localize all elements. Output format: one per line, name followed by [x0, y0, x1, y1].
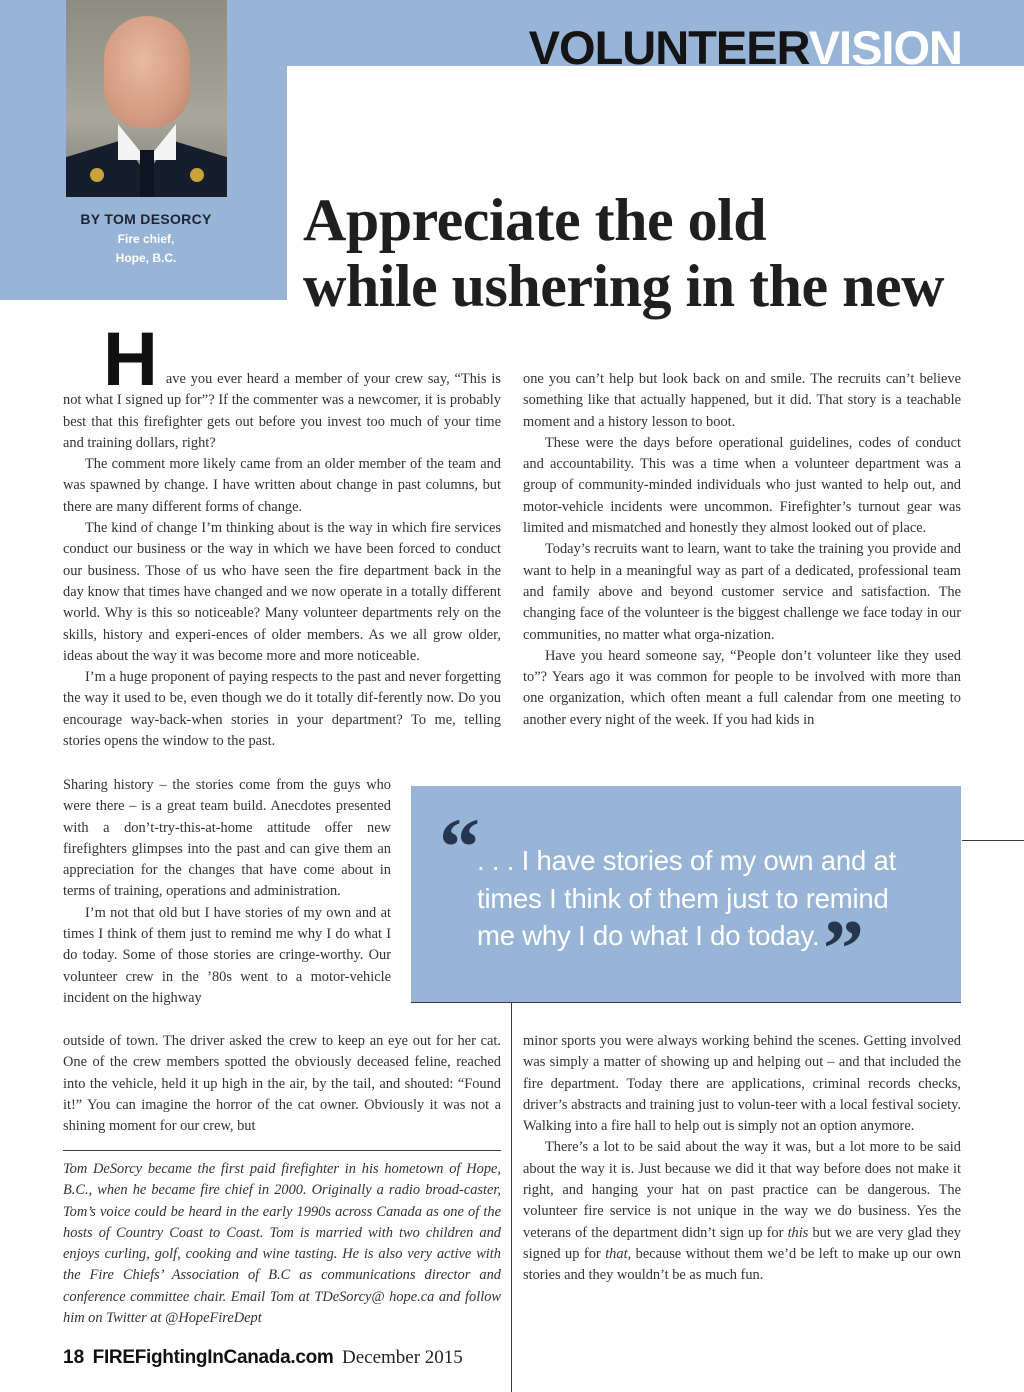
- pull-quote-text: . . . I have stories of my own and at times I think of them just to remind me why I do what I do today.: [477, 845, 897, 951]
- column-left-top: [63, 317, 501, 752]
- paragraph-text: but we are very glad they signed up for: [523, 1224, 961, 1262]
- footer-site: FIREFightingInCanada.com: [92, 1347, 334, 1368]
- pull-quote: [411, 786, 961, 1002]
- column-right-bottom: [523, 1031, 961, 1287]
- column-left-middle: [63, 775, 391, 1009]
- bio-divider: [63, 1150, 501, 1151]
- paragraph: outside of town. The driver asked the crew to keep an eye out for her cat. One of the crew members spotted the obviously deceased feline, reached into the vehicle, held it up high in the air, by the tail, and shouted: “Found it!” You can imagine the horror of the cat owner. Obviously it was not a shining moment for our crew, but: [63, 1033, 501, 1135]
- author-location: Hope, B.C.: [115, 251, 177, 265]
- headline-line-2: while ushering in the new: [303, 253, 944, 319]
- paragraph: Have you heard someone say, “People don’t volunteer like they used to”? Years ago it was common for people to be involved with more than one organization, which often meant a full calendar from one meeting to another every night of the week. If you had kids in: [523, 647, 961, 728]
- section-title-light: VISION: [808, 21, 962, 74]
- paragraph-text: ave you ever heard a member of your crew say, “This is not what I signed up for”? If the commenter was a newcomer, it is probably best that this firefighter gets out before you invest too much of your time and training dollars, right?: [63, 371, 501, 451]
- author-title: Fire chief,: [117, 232, 175, 246]
- paragraph: The comment more likely came from an older member of the team and was spawned by change. I have written about change in past columns, but there are many different forms of change.: [63, 456, 501, 515]
- headline-line-1: Appreciate the old: [303, 187, 767, 253]
- section-title: [529, 22, 962, 74]
- article-headline: [303, 187, 993, 319]
- footer-date: December 2015: [342, 1347, 463, 1368]
- column-divider: [511, 1002, 512, 1392]
- paragraph-text: There’s a lot to be said about the way it was, but a lot more to be said about the way it is. Just because we did it that way before does not make it right, and hanging your hat on past practice can be dangerous. The volunteer fire service is not unique in the way we do business. Yes the veterans of the department didn’t sign up for: [523, 1139, 961, 1241]
- emphasis-that: that: [605, 1245, 628, 1262]
- portrait-tie: [140, 150, 154, 197]
- section-title-dark: VOLUNTEER: [528, 21, 809, 74]
- portrait-head: [104, 16, 190, 128]
- drop-cap: H: [103, 317, 158, 402]
- portrait-collar-badge: [90, 168, 104, 182]
- author-role: [60, 230, 232, 268]
- byline: [60, 211, 232, 268]
- paragraph: [63, 317, 501, 454]
- close-quote-mark: ”: [823, 903, 864, 994]
- column-left-bottom: [63, 1031, 501, 1137]
- column-right-top: [523, 369, 961, 731]
- paragraph-text: , because without them we’d be left to make up our own stories and they wouldn’t be as much fun.: [523, 1245, 961, 1284]
- paragraph: I’m not that old but I have stories of my own and at times I think of them just to remind me why I do what I do today. Some of those stories are cringe-worthy. Our volunteer crew in the ’80s went to a motor-vehicle incident on the highway: [63, 904, 391, 1006]
- page-footer: [63, 1347, 463, 1369]
- paragraph: The kind of change I’m thinking about is the way in which fire services conduct our business or the way in which we have been forced to conduct our business. Those of us who have seen the fire department back in the day know that times have changed and we now operate in a totally different world. Why is this so noticeable? Many volunteer departments rely on the skills, history and experi-ences of older members. As we all grow older, ideas about the way it was become more and more noticeable.: [63, 520, 501, 664]
- paragraph: Sharing history – the stories come from the guys who were there – is a great team build. Anecdotes presented with a don’t-try-this-at-home attitude offer new firefighters glimpses into the past and can give them an appreciation for the changes that have come about in terms of training, operations and administration.: [63, 777, 391, 900]
- paragraph: Today’s recruits want to learn, want to take the training you provide and want to help in a meaningful way as part of a dedicated, professional team and family above and beyond customer service and satisfaction. The changing face of the volunteer is the biggest challenge we face today in our communities, no matter what orga-nization.: [523, 541, 961, 643]
- page-number: 18: [63, 1347, 85, 1368]
- paragraph: [523, 1137, 961, 1286]
- paragraph: I’m a huge proponent of paying respects to the past and never forgetting the way it used to be, even though we do it totally dif-ferently now. Do you encourage way-back-when stories in your department? To me, telling stories opens the window to the past.: [63, 669, 501, 750]
- paragraph: one you can’t help but look back on and smile. The recruits can’t believe something like that actually happened, but it did. That story is a teachable moment and a history lesson to boot.: [523, 371, 961, 430]
- divider-rule: [962, 840, 1024, 841]
- author-name: BY TOM DESORCY: [80, 211, 212, 227]
- divider-rule: [411, 1002, 961, 1003]
- author-portrait-photo: [66, 0, 227, 197]
- author-bio: Tom DeSorcy became the first paid firefighter in his hometown of Hope, B.C., when he became fire chief in 2000. Originally a radio broad-caster, Tom’s voice could be heard in the early 1990s across Canada as one of the hosts of Country Coast to Coast. Tom is married with two children and enjoys curling, golf, cooking and wine tasting. He is also very active with the Fire Chiefs’ Association of B.C as communications director and conference committee chair. Email Tom at TDeSorcy@ hope.ca and follow him on Twitter at @HopeFireDept: [63, 1161, 501, 1327]
- paragraph: minor sports you were always working behind the scenes. Getting involved was simply a matter of showing up and helping out – and that included the fire department. Today there are applications, criminal records checks, driver’s abstracts and training just to volun-teer with a local festival society. Walking into a fire hall to help out is simply not an option anymore.: [523, 1033, 961, 1135]
- portrait-collar-badge: [190, 168, 204, 182]
- open-quote-mark: “: [439, 801, 480, 892]
- emphasis-this: this: [787, 1224, 809, 1241]
- paragraph: These were the days before operational guidelines, codes of conduct and accountability. This was a time when a volunteer department was a group of community-minded individuals who just wanted to help out, and motor-vehicle incidents were uncommon. Firefighter’s turnout gear was limited and mismatched and honestly they almost looked out of place.: [523, 434, 961, 537]
